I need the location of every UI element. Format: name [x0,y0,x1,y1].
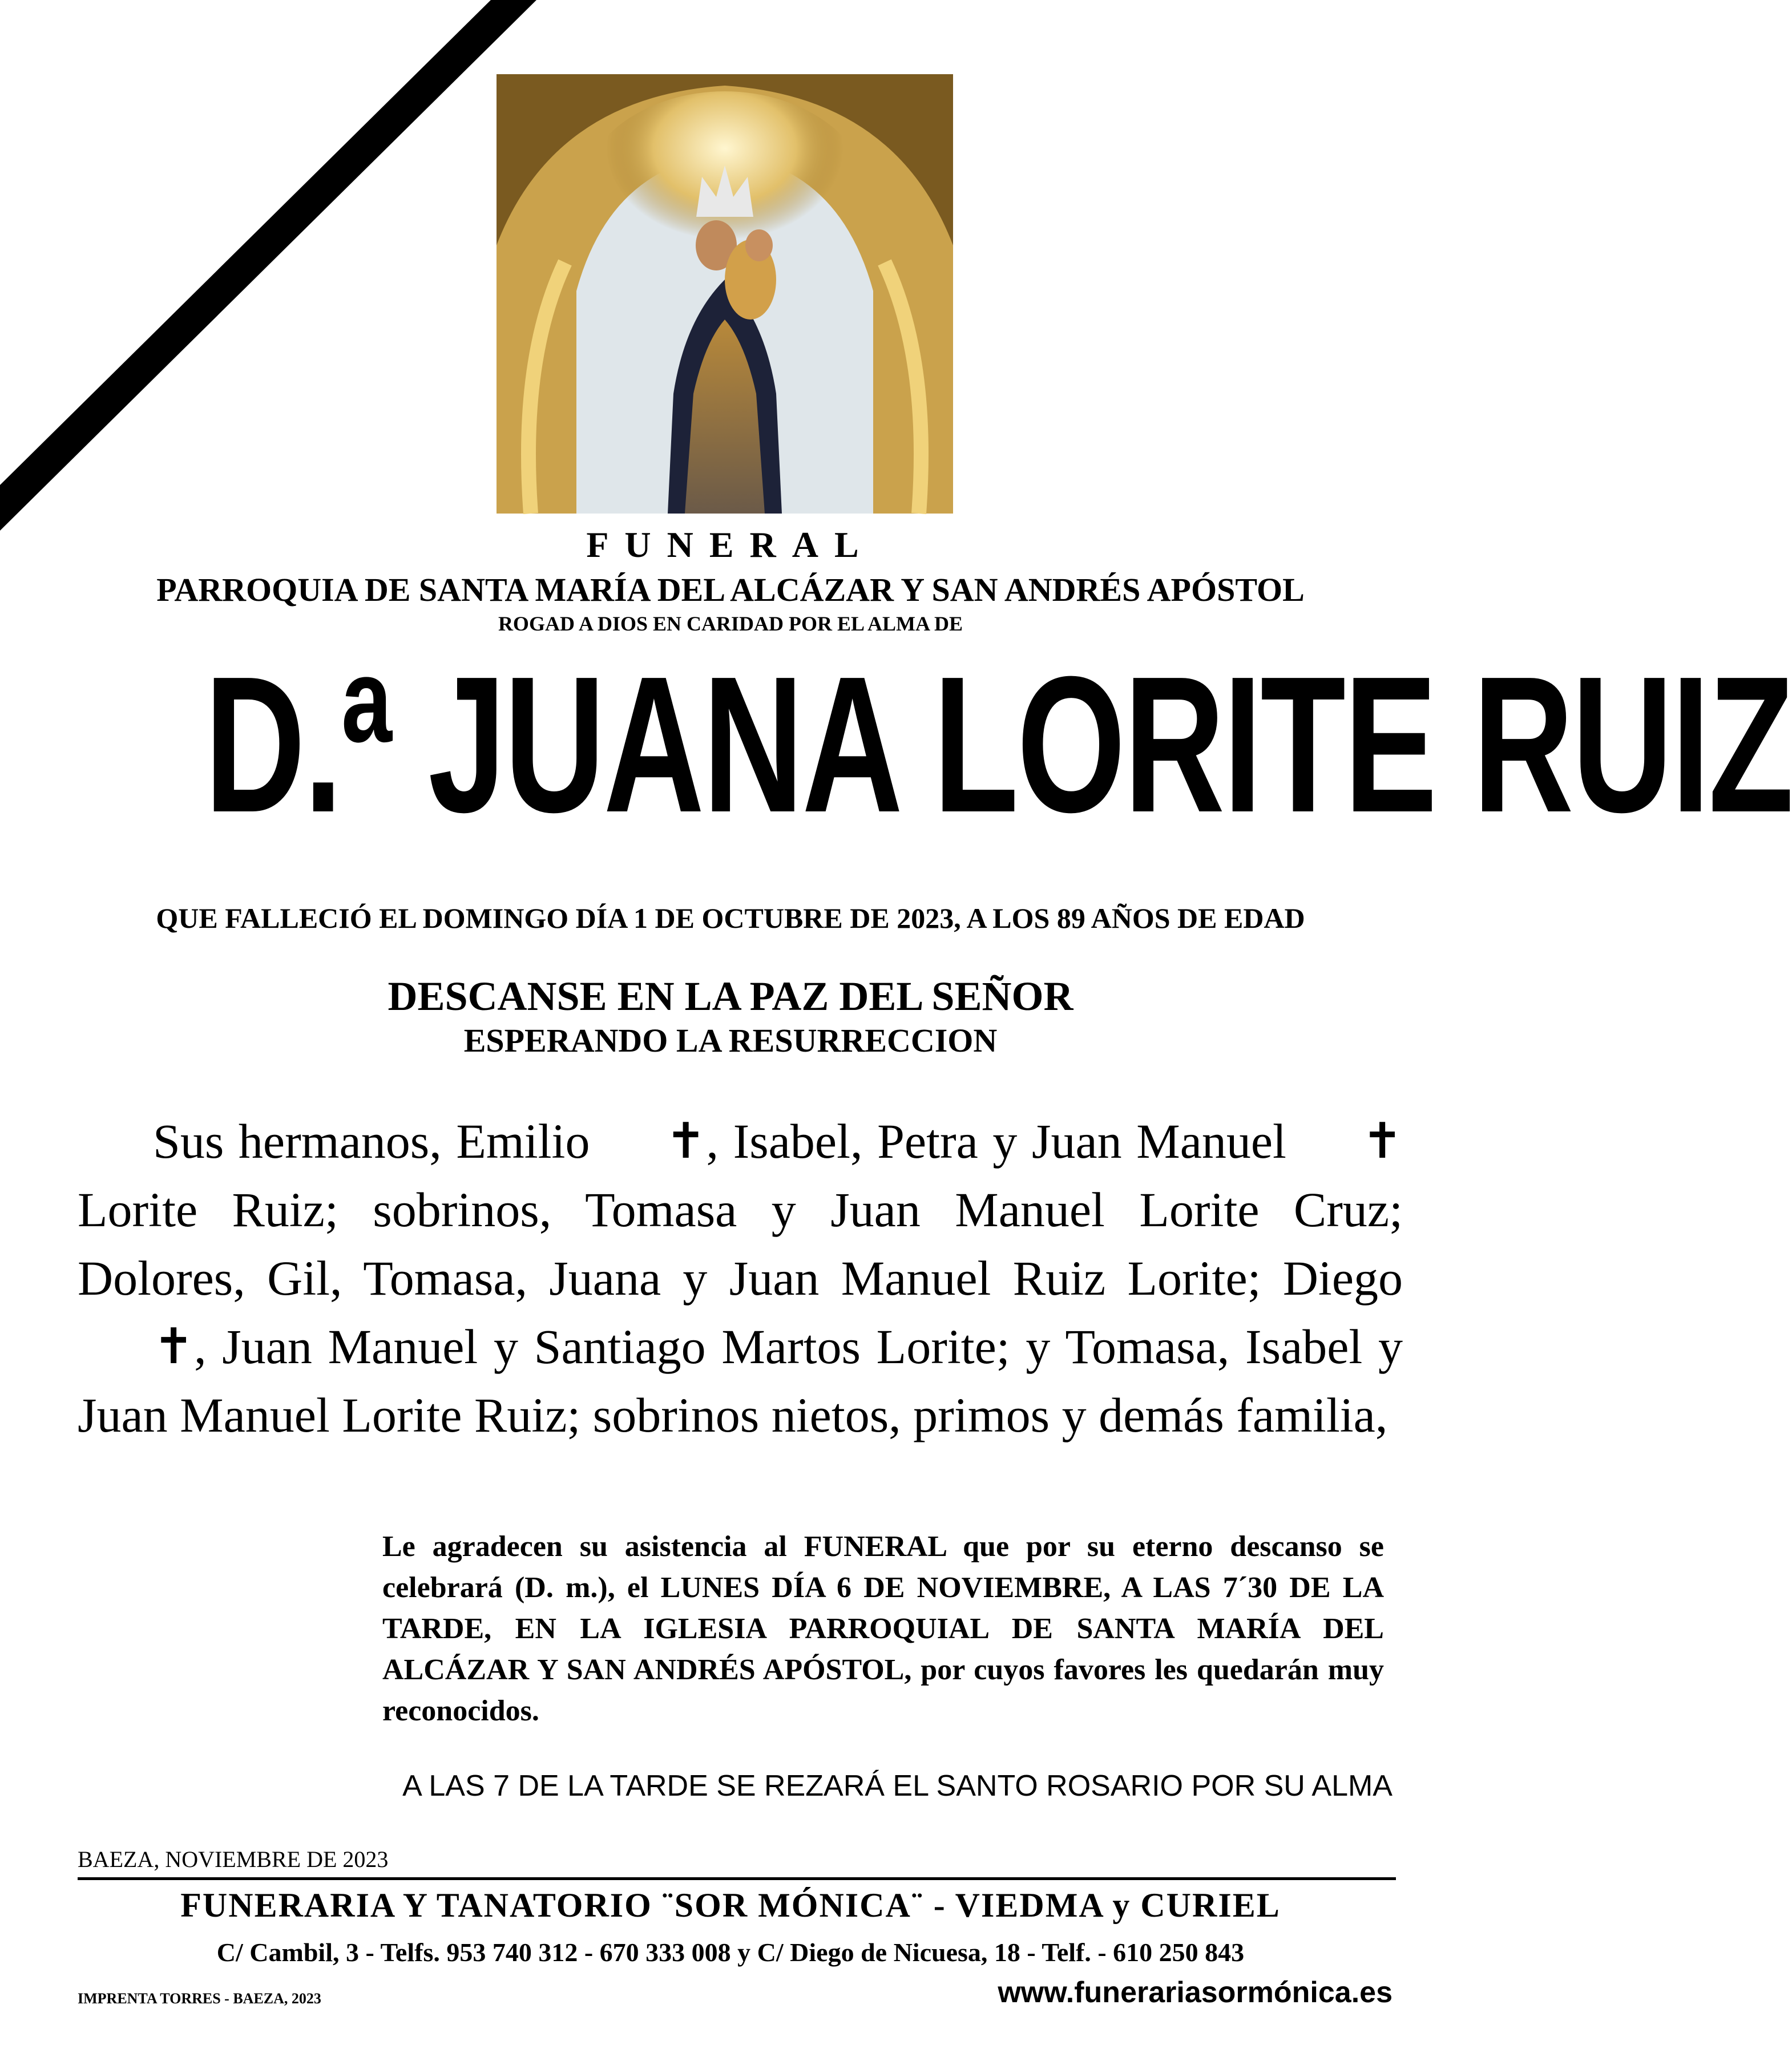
family-text-2: , Isabel, Petra y Juan Manuel [706,1114,1286,1169]
funeral-announcement: Le agradecen su asistencia al FUNERAL que por su eterno descanso se celebrará (D. m.), el LUNES DÍA 6 DE NOVIEMBRE, A LAS 7´30 DE LA TARDE, EN LA IGLESIA PARROQUIAL DE SANTA MARÍA DEL ALCÁZAR Y SAN ANDRÉS APÓSTOL, por cuyos favores les quedarán muy reconocidos. [382,1530,1384,1727]
mourning-ribbon [0,0,536,531]
death-details: QUE FALLECIÓ EL DOMINGO DÍA 1 DE OCTUBRE DE 2023, A LOS 89 AÑOS DE EDAD [156,902,1305,934]
place-date: BAEZA, NOVIEMBRE DE 2023 [78,1846,389,1872]
rosary-notice: A LAS 7 DE LA TARDE SE REZARÁ EL SANTO ROSARIO POR SU ALMA [402,1769,1393,1802]
deceased-name: D.ª JUANA LORITE RUIZ [204,636,1792,853]
virgin-image [497,74,953,514]
family-text-3: Lorite Ruiz; sobrinos, Tomasa y Juan Manuel Lorite Cruz; Dolores, Gil, Tomasa, Juana y Juan Manuel Ruiz Lorite; Diego [78,1182,1403,1306]
footer-divider [78,1877,1396,1880]
website-link[interactable]: www.funerariasormónica.es [998,1976,1393,2009]
family-text-1: Sus hermanos, Emilio [153,1114,590,1169]
family-text-4: , Juan Manuel y Santiago Martos Lorite; y Tomasa, Isabel y Juan Manuel Lorite Ruiz; sobrinos nietos, primos y demás familia, [78,1319,1403,1442]
funeral-home-name: FUNERARIA Y TANATORIO ¨SOR MÓNICA¨ - VIEDMA y CURIEL [180,1886,1281,1924]
funeral-home-address: C/ Cambil, 3 - Telfs. 953 740 312 - 670 333 008 y C/ Diego de Nicuesa, 18 - Telf. - 610 250 843 [216,1938,1245,1967]
awaiting-resurrection: ESPERANDO LA RESURRECCION [463,1022,998,1059]
cross-icon: ✝ [153,1318,195,1375]
prayer-intro: ROGAD A DIOS EN CARIDAD POR EL ALMA DE [498,612,963,635]
cross-icon: ✝ [665,1113,707,1170]
printer-credit: IMPRENTA TORRES - BAEZA, 2023 [78,1990,321,2007]
funeral-title: FUNERAL [586,524,875,565]
cross-icon: ✝ [1361,1113,1403,1170]
parish-name: PARROQUIA DE SANTA MARÍA DEL ALCÁZAR Y SAN ANDRÉS APÓSTOL [156,571,1305,608]
rest-in-peace: DESCANSE EN LA PAZ DEL SEÑOR [388,973,1073,1019]
family-list [78,1107,1403,1449]
